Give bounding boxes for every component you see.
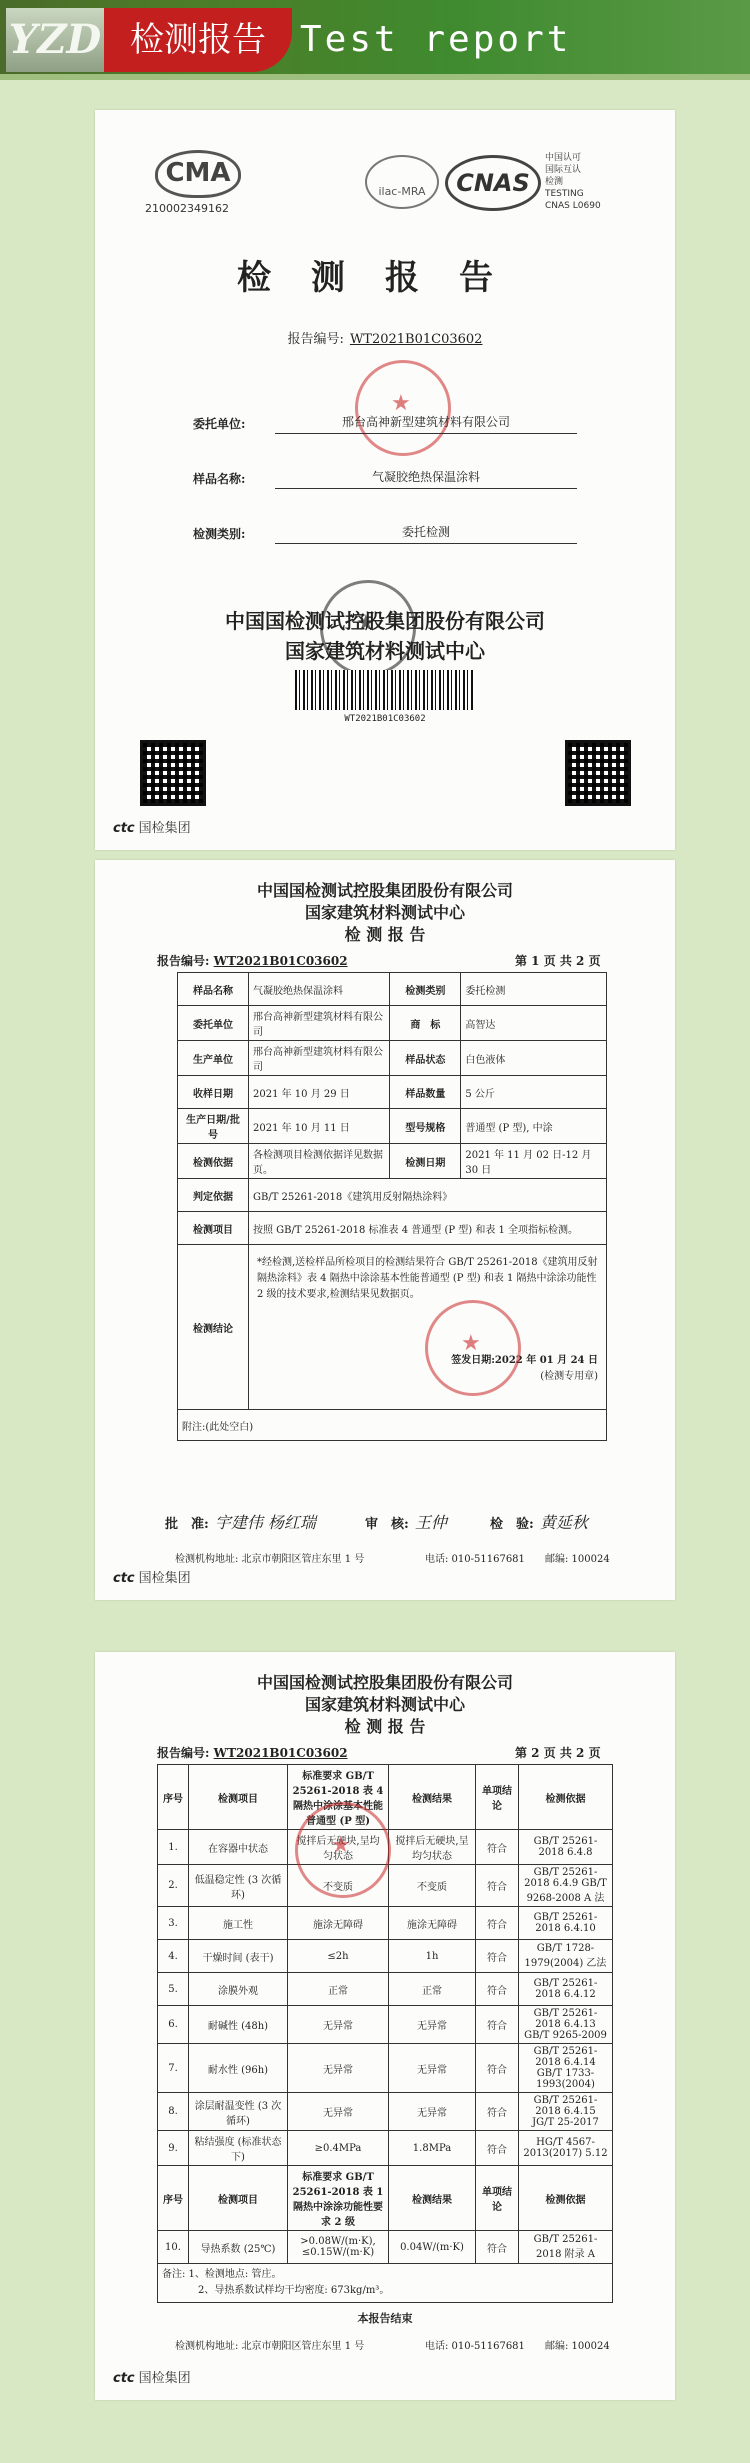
- table-row: 5. 涂膜外观 正常 正常 符合 GB/T 25261-2018 6.4.12: [158, 1973, 613, 2006]
- sign-note: (检测专用章): [540, 1371, 598, 1382]
- notes-row: [158, 2264, 613, 2303]
- review-signature: 审 核: 王仲: [365, 1513, 447, 1532]
- conclusion-row: 检测结论 *经检测,送检样品所检项目的检测结果符合 GB/T 25261-2018《建筑用反射隔热涂料》表 4 隔热中涂涂基本性能普通型 (P 型) 和表 1 隔热中涂涂功能性 2 级的技术要求,检测结果见数据页。 签发日期:2022 年 01 月 24 日 (检测专用章): [178, 1245, 607, 1410]
- approve-signature: 批 准: 宇建伟 杨红瑞: [165, 1513, 316, 1532]
- table-row: 1. 在容器中状态 搅拌后无硬块,呈均匀状态 搅拌后无硬块,呈均匀状态 符合 GB/T 25261-2018 6.4.8: [158, 1830, 613, 1865]
- cma-logo: CMA: [155, 150, 241, 198]
- table-row: 10. 导热系数 (25℃) >0.08W/(m·K), ≤0.15W/(m·K) 0.04W/(m·K) 符合 GB/T 25261-2018 附录 A: [158, 2231, 613, 2264]
- remark-row: 附注:(此处空白): [178, 1410, 607, 1441]
- table-row: 6. 耐碱性 (48h) 无异常 无异常 符合 GB/T 25261-2018 6.4.13 GB/T 9265-2009: [158, 2006, 613, 2044]
- table-header: 序号 检测项目 标准要求 GB/T 25261-2018 表 4 隔热中涂涂基本性能 普通型 (P 型) 检测结果 单项结论 检测依据: [158, 1765, 613, 1830]
- table-row: 检测依据 各检测项目检测依据详见数据页。 检测日期 2021 年 11 月 02 日-12 月 30 日: [178, 1144, 607, 1179]
- cnas-logo: CNAS: [445, 155, 541, 211]
- qr-code-right: [565, 740, 631, 806]
- cover-report-number: 报告编号: WT2021B01C03602: [287, 332, 483, 347]
- table-row: 样品名称 气凝胶绝热保温涂料 检测类别 委托检测: [178, 973, 607, 1006]
- ctc-logo: ctc 国检集团: [113, 1571, 191, 1586]
- cover-org-line1: 中国国检测试控股集团股份有限公司: [225, 609, 545, 633]
- qr-code-left: [140, 740, 206, 806]
- p3-org-line2: 国家建筑材料测试中心: [304, 1695, 465, 1714]
- p2-org-line2: 国家建筑材料测试中心: [304, 903, 465, 922]
- cnas-text: 中国认可 国际互认 检测 TESTING CNAS L0690: [545, 153, 601, 211]
- table-row: 8. 涂层耐温变性 (3 次循环) 无异常 无异常 符合 GB/T 25261-2018 6.4.15 JG/T 25-2017: [158, 2093, 613, 2131]
- summary-table: [177, 972, 607, 1441]
- table-row: 2. 低温稳定性 (3 次循环) 不变质 不变质 符合 GB/T 25261-2018 6.4.9 GB/T 9268-2008 A 法: [158, 1865, 613, 1907]
- sample-name-value: 气凝胶绝热保温涂料: [275, 468, 577, 489]
- p2-address: 检测机构地址: 北京市朝阳区管庄东里 1 号: [175, 1554, 365, 1565]
- p2-report-number: 报告编号: WT2021B01C03602: [157, 954, 348, 968]
- p3-org-line1: 中国国检测试控股集团股份有限公司: [256, 1673, 513, 1692]
- table-row: 生产单位 邢台高神新型建筑材料有限公司 样品状态 白色液体: [178, 1041, 607, 1076]
- p2-title: 检 测 报 告: [344, 925, 426, 944]
- cover-title: 检测报告: [237, 258, 533, 298]
- client-label: 委托单位:: [193, 417, 246, 431]
- table-row: 检测项目 按照 GB/T 25261-2018 标准表 4 普通型 (P 型) 和表 1 全项指标检测。: [178, 1212, 607, 1245]
- header-banner: [0, 0, 750, 80]
- banner-stripe: [0, 74, 750, 80]
- note-1: 备注: 1、检测地点: 管庄。: [162, 2269, 282, 2280]
- report-end: 本报告结束: [357, 2312, 413, 2325]
- table-row: 生产日期/批号 2021 年 10 月 11 日 型号规格 普通型 (P 型), 中涂: [178, 1109, 607, 1144]
- p3-title: 检 测 报 告: [344, 1717, 426, 1736]
- p3-seal-stamp: [295, 1802, 391, 1898]
- report-page-2: [95, 1652, 675, 2400]
- check-signature: 检 验: 黄延秋: [490, 1513, 588, 1532]
- p3-phone: 电话: 010-51167681: [425, 2341, 525, 2352]
- report-cover-page: [95, 110, 675, 850]
- barcode: [295, 670, 475, 710]
- p2-org-line1: 中国国检测试控股集团股份有限公司: [256, 881, 513, 900]
- red-seal-stamp: [355, 360, 451, 456]
- report-page-1: [95, 860, 675, 1600]
- p3-postcode: 邮编: 100024: [545, 2341, 610, 2352]
- table-row: 3. 施工性 施涂无障碍 施涂无障碍 符合 GB/T 25261-2018 6.4.10: [158, 1907, 613, 1940]
- p3-report-number: 报告编号: WT2021B01C03602: [157, 1746, 348, 1760]
- table-row: 4. 干燥时间 (表干) ≤2h 1h 符合 GB/T 1728-1979(2004) 乙法: [158, 1940, 613, 1973]
- sign-date: 签发日期:2022 年 01 月 24 日: [451, 1355, 598, 1366]
- table-row: 7. 耐水性 (96h) 无异常 无异常 符合 GB/T 25261-2018 6.4.14 GB/T 1733-1993(2004): [158, 2044, 613, 2093]
- ilac-mra-logo: ilac-MRA: [365, 155, 439, 209]
- client-value: 邢台高神新型建筑材料有限公司: [275, 413, 577, 434]
- test-category-label: 检测类别:: [193, 527, 246, 541]
- table-row: 9. 粘结强度 (标准状态下) ≥0.4MPa 1.8MPa 符合 HG/T 4567-2013(2017) 5.12: [158, 2131, 613, 2166]
- test-category-value: 委托检测: [275, 523, 577, 544]
- p2-postcode: 邮编: 100024: [545, 1554, 610, 1565]
- table-row: 委托单位 邢台高神新型建筑材料有限公司 商 标 高智达: [178, 1006, 607, 1041]
- sample-name-label: 样品名称:: [193, 472, 246, 486]
- table-header: 序号 检测项目 标准要求 GB/T 25261-2018 表 1 隔热中涂涂功能性要求 2 级 检测结果 单项结论 检测依据: [158, 2166, 613, 2231]
- p2-phone: 电话: 010-51167681: [425, 1554, 525, 1565]
- p3-page-of: 第 2 页 共 2 页: [515, 1746, 601, 1760]
- table-row: 收样日期 2021 年 10 月 29 日 样品数量 5 公斤: [178, 1076, 607, 1109]
- barcode-number: WT2021B01C03602: [344, 714, 426, 724]
- yzd-logo: YZD: [6, 8, 104, 72]
- table-row: 判定依据 GB/T 25261-2018《建筑用反射隔热涂料》: [178, 1179, 607, 1212]
- p2-seal-stamp: [425, 1300, 521, 1396]
- banner-title-en: Test report: [300, 19, 572, 60]
- banner-title-cn: 检测报告: [104, 8, 292, 72]
- ctc-logo: ctc 国检集团: [113, 2371, 191, 2386]
- cover-org-line2: 国家建筑材料测试中心: [285, 639, 485, 663]
- conclusion-text: *经检测,送检样品所检项目的检测结果符合 GB/T 25261-2018《建筑用反射隔热涂料》表 4 隔热中涂涂基本性能普通型 (P 型) 和表 1 隔热中涂涂功能性 2 级的技术要求,检测结果见数据页。: [257, 1257, 598, 1300]
- ctc-logo: ctc 国检集团: [113, 821, 191, 836]
- p3-address: 检测机构地址: 北京市朝阳区管庄东里 1 号: [175, 2341, 365, 2352]
- note-2: 2、导热系数试样均干均密度: 673kg/m³。: [198, 2285, 390, 2296]
- cma-number: 210002349162: [145, 202, 229, 215]
- p2-page-of: 第 1 页 共 2 页: [515, 954, 601, 968]
